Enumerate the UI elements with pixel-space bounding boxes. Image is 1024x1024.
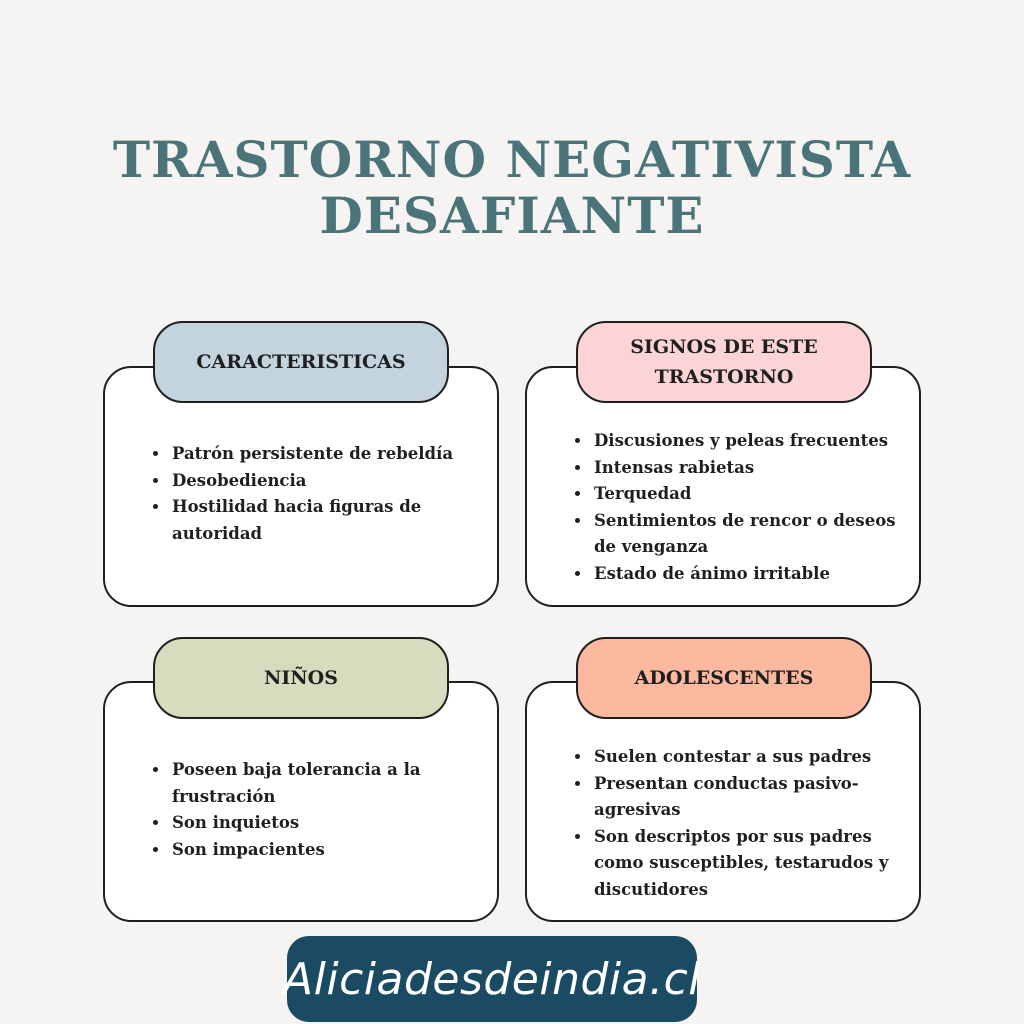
list-adolescentes (570, 744, 922, 903)
list-item: • Sentimientos de rencor o deseos de venganza (592, 508, 922, 561)
list-item: • Desobediencia (170, 468, 490, 495)
list-signos (570, 428, 922, 587)
list-item: • Son impacientes (170, 837, 490, 864)
title-line-1: TRASTORNO NEGATIVISTA (112, 130, 912, 189)
list-item: • Discusiones y peleas frecuentes (592, 428, 922, 455)
list-item: • Estado de ánimo irritable (592, 561, 922, 588)
list-caracteristicas (148, 441, 490, 547)
list-item: • Son descriptos por sus padres como susceptibles, testarudos y discutidores (592, 824, 922, 904)
title-line-2: DESAFIANTE (319, 186, 705, 245)
heading-caracteristicas: CARACTERISTICAS (153, 321, 449, 403)
list-item: • Poseen baja tolerancia a la frustración (170, 757, 490, 810)
list-item: • Intensas rabietas (592, 455, 922, 482)
list-item: • Presentan conductas pasivo-agresivas (592, 771, 922, 824)
list-ninos (148, 757, 490, 863)
list-item: • Hostilidad hacia figuras de autoridad (170, 494, 490, 547)
heading-ninos: NIÑOS (153, 637, 449, 719)
list-item: • Patrón persistente de rebeldía (170, 441, 490, 468)
list-item: • Suelen contestar a sus padres (592, 744, 922, 771)
website-banner: Aliciadesdeindia.cl (287, 936, 697, 1022)
list-item: • Terquedad (592, 481, 922, 508)
heading-signos: SIGNOS DE ESTE TRASTORNO (576, 321, 872, 403)
heading-adolescentes: ADOLESCENTES (576, 637, 872, 719)
page-title (0, 132, 1024, 244)
list-item: • Son inquietos (170, 810, 490, 837)
